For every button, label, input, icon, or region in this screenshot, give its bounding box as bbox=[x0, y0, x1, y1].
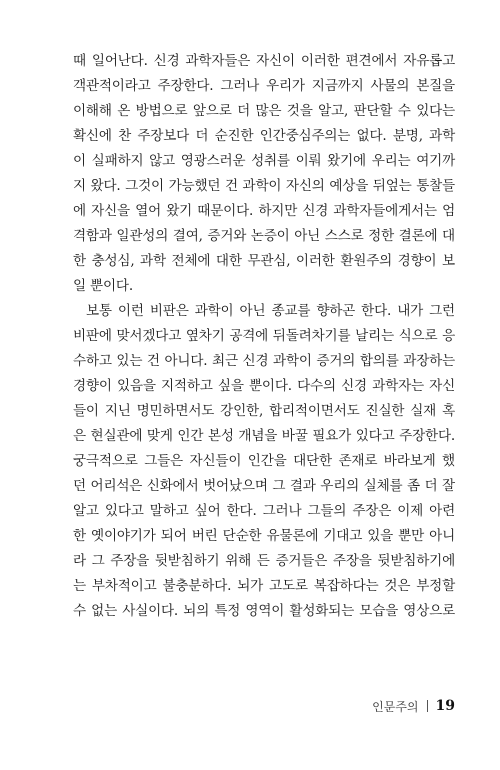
text-line: 이해해 온 방법으로 앞으로 더 많은 것을 알고, 판단할 수 있다는 bbox=[73, 103, 455, 119]
text-line: 한 옛이야기가 되어 버린 단순한 유물론에 기대고 있을 뿐만 아니 bbox=[73, 528, 455, 544]
text-line: 일 뿐이다. bbox=[73, 278, 133, 294]
text-line: 알고 있다고 말하고 싶어 한다. 그러나 그들의 주장은 이제 아련 bbox=[73, 503, 455, 519]
text-line: 지 왔다. 그것이 가능했던 건 과학이 자신의 예상을 뒤엎는 통찰들 bbox=[73, 178, 455, 194]
text-line: 비판에 맞서겠다고 옆차기 공격에 뒤돌려차기를 날리는 식으로 응 bbox=[73, 328, 455, 344]
text-line: 한 충성심, 과학 전체에 대한 무관심, 이러한 환원주의 경향이 보 bbox=[73, 253, 455, 269]
text-line: 라 그 주장을 뒷받침하기 위해 든 증거들은 주장을 뒷받침하기에 bbox=[73, 553, 455, 569]
text-line: 는 부차적이고 불충분하다. 뇌가 고도로 복잡하다는 것은 부정할 bbox=[73, 578, 455, 594]
text-line: 이 실패하지 않고 영광스러운 성취를 이뤄 왔기에 우리는 여기까 bbox=[73, 153, 455, 169]
footer-divider bbox=[427, 700, 428, 712]
text-line: 궁극적으로 그들은 자신들이 인간을 대단한 존재로 바라보게 했 bbox=[73, 453, 455, 469]
page-number: 19 bbox=[435, 698, 455, 714]
text-line: 은 현실관에 맞게 인간 본성 개념을 바꿀 필요가 있다고 주장한다. bbox=[73, 428, 455, 444]
text-line: 때 일어난다. 신경 과학자들은 자신이 이러한 편견에서 자유롭고 bbox=[73, 53, 455, 69]
text-line: 격함과 일관성의 결여, 증거와 논증이 아닌 스스로 정한 결론에 대 bbox=[73, 228, 455, 244]
text-line: 던 어리석은 신화에서 벗어났으며 그 결과 우리의 실체를 좀 더 잘 bbox=[73, 478, 455, 494]
text-line: 수 없는 사실이다. 뇌의 특정 영역이 활성화되는 모습을 영상으로 bbox=[73, 603, 455, 619]
text-line: 객관적이라고 주장한다. 그러나 우리가 지금까지 사물의 본질을 bbox=[73, 78, 455, 94]
text-line: 경향이 있음을 지적하고 싶을 뿐이다. 다수의 신경 과학자는 자신 bbox=[73, 378, 455, 394]
section-title: 인문주의 bbox=[372, 699, 419, 714]
text-line: 들이 지닌 명민하면서도 강인한, 합리적이면서도 진실한 실재 혹 bbox=[73, 403, 455, 419]
text-line: 에 자신을 열어 왔기 때문이다. 하지만 신경 과학자들에게서는 엄 bbox=[73, 203, 455, 219]
text-line: 수하고 있는 건 아니다. 최근 신경 과학이 증거의 합의를 과장하는 bbox=[73, 353, 455, 369]
text-line: 보통 이런 비판은 과학이 아닌 종교를 향하곤 한다. 내가 그런 bbox=[86, 303, 455, 319]
running-footer bbox=[372, 696, 455, 716]
text-line: 확신에 찬 주장보다 더 순진한 인간중심주의는 없다. 분명, 과학 bbox=[73, 128, 455, 144]
